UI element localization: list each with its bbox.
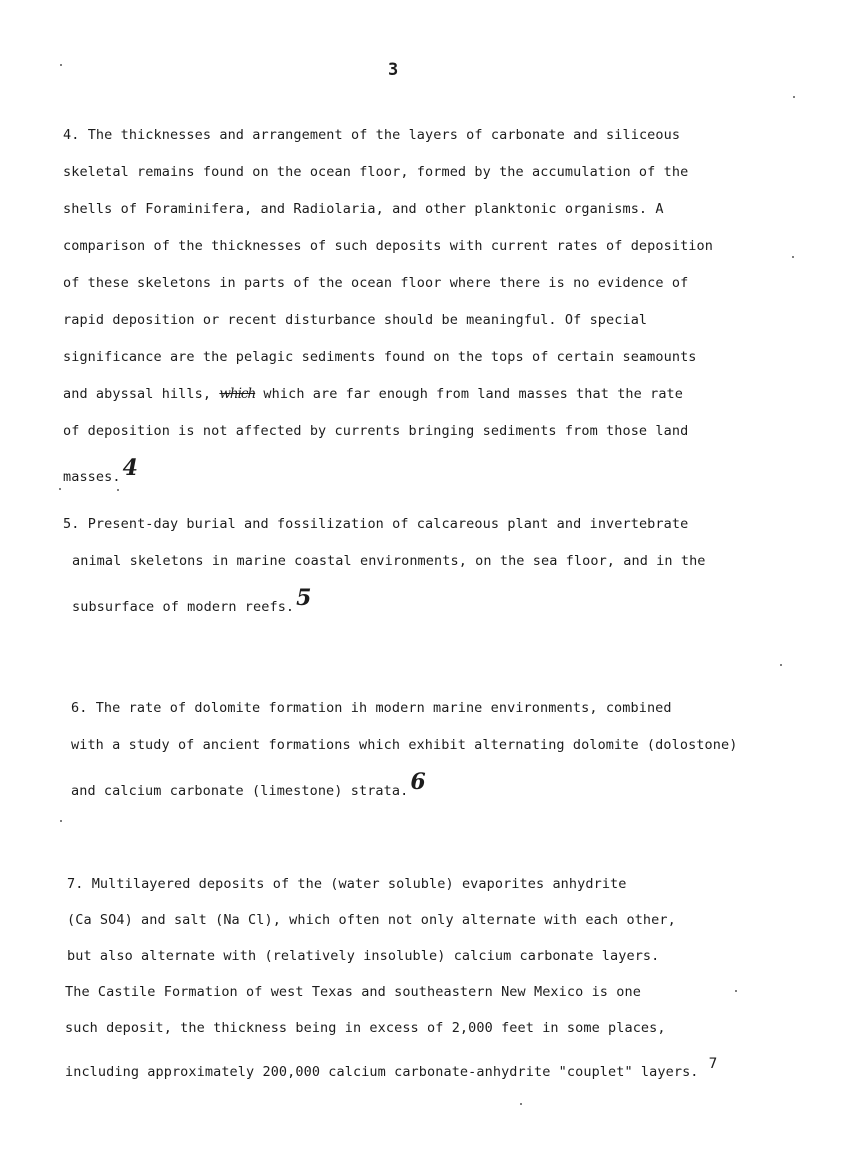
- paragraph-item-4: [63, 117, 793, 487]
- scan-speck: [60, 64, 62, 66]
- text-line: such deposit, the thickness being in excess of 2,000 feet in some places,: [65, 1020, 666, 1036]
- text-line: [63, 1046, 793, 1082]
- scan-speck: [792, 256, 794, 258]
- footnote-marker: 4: [122, 455, 139, 481]
- text-line: [63, 764, 793, 801]
- text-line: [63, 506, 793, 543]
- line-text: subsurface of modern reefs.: [72, 599, 295, 615]
- text-line: [63, 450, 793, 487]
- footnote-marker: 7: [708, 1056, 718, 1072]
- line-text: masses.: [63, 469, 121, 485]
- page-number: 3: [388, 60, 399, 80]
- paragraph-item-7: [63, 866, 793, 1082]
- scan-speck: [520, 1103, 522, 1105]
- line-text: and calcium carbonate (limestone) strata.: [71, 783, 409, 799]
- line-text: The thicknesses and arrangement of the layers of carbonate and siliceous: [87, 127, 681, 143]
- struck-out-text: which: [219, 386, 256, 402]
- scan-speck: [59, 488, 61, 490]
- item-number: 4.: [63, 127, 80, 143]
- scan-speck: [793, 96, 795, 98]
- text-line: of these skeletons in parts of the ocean floor where there is no evidence of: [63, 275, 689, 291]
- line-text: Multilayered deposits of the (water soluble) evaporites anhydrite: [91, 876, 627, 892]
- line-text: which are far enough from land masses that the rate: [263, 386, 684, 402]
- text-line: skeletal remains found on the ocean floor, formed by the accumulation of the: [63, 164, 689, 180]
- footnote-marker: 5: [296, 585, 312, 611]
- line-text: and abyssal hills,: [63, 386, 212, 402]
- text-line: [63, 690, 793, 727]
- text-line: animal skeletons in marine coastal environments, on the sea floor, and in the: [72, 553, 706, 569]
- paragraph-item-5: [63, 506, 793, 617]
- item-number: 6.: [71, 700, 88, 716]
- text-line: but also alternate with (relatively insoluble) calcium carbonate layers.: [67, 948, 660, 964]
- footnote-marker: 6: [410, 769, 426, 795]
- item-number: 7.: [67, 876, 84, 892]
- text-line: comparison of the thicknesses of such deposits with current rates of deposition: [63, 238, 713, 254]
- scan-speck: [780, 664, 782, 666]
- text-line: [63, 580, 793, 617]
- text-line: of deposition is not affected by currents bringing sediments from those land: [63, 423, 689, 439]
- scan-speck: [117, 489, 119, 491]
- text-line: significance are the pelagic sediments found on the tops of certain seamounts: [63, 349, 697, 365]
- text-line: [63, 117, 793, 154]
- text-line: shells of Foraminifera, and Radiolaria, and other planktonic organisms. A: [63, 201, 664, 217]
- text-line: with a study of ancient formations which exhibit alternating dolomite (dolostone): [71, 737, 738, 753]
- line-text: including approximately 200,000 calcium carbonate-anhydrite "couplet" layers.: [65, 1064, 699, 1080]
- line-text: The rate of dolomite formation ih modern marine environments, combined: [95, 700, 672, 716]
- scan-speck: [60, 820, 62, 822]
- text-line: [63, 866, 793, 902]
- text-line: [63, 376, 793, 413]
- scan-speck: [735, 990, 737, 992]
- text-line: (Ca SO4) and salt (Na Cl), which often not only alternate with each other,: [67, 912, 676, 928]
- item-number: 5.: [63, 516, 80, 532]
- paragraph-item-6: [63, 690, 793, 801]
- text-line: rapid deposition or recent disturbance should be meaningful. Of special: [63, 312, 648, 328]
- text-line: The Castile Formation of west Texas and southeastern New Mexico is one: [65, 984, 641, 1000]
- line-text: Present-day burial and fossilization of calcareous plant and invertebrate: [87, 516, 689, 532]
